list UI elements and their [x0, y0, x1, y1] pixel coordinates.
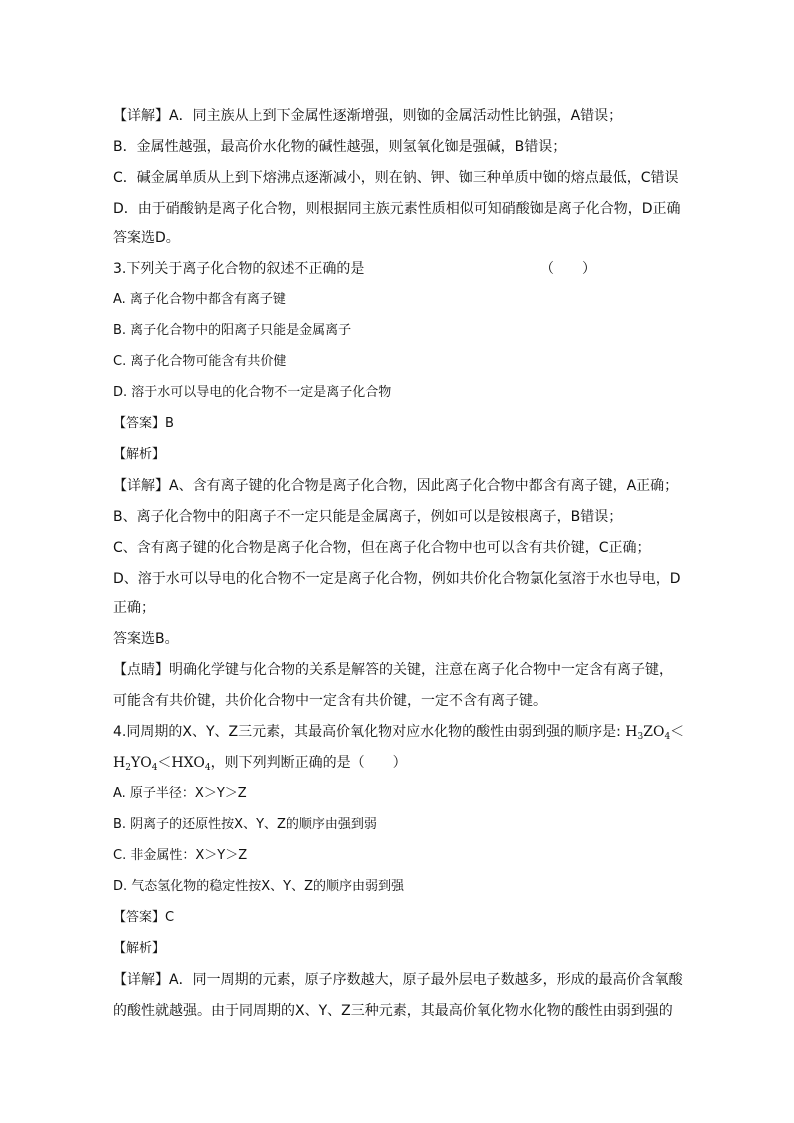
question-3-blank: （ ）	[540, 261, 596, 277]
question-4-stem-text: 4.同周期的X、Y、Z三元素，其最高价氧化物对应水化物的酸性由弱到强的顺序是:	[113, 724, 626, 740]
question-4-stem	[113, 723, 693, 741]
question-3-option-c: C. 离子化合物可能含有共价健	[113, 354, 287, 369]
answer-choice-line: 答案选D。	[113, 230, 180, 246]
question-4-option-c: C. 非金属性：X＞Y＞Z	[113, 848, 248, 863]
question-3-option-b: B. 离子化合物中的阳离子只能是金属离子	[113, 323, 352, 338]
question-4-option-a: A. 原子半径：X＞Y＞Z	[113, 786, 247, 801]
question-3-option-a: A. 离子化合物中都含有离子键	[113, 292, 286, 307]
less-than-sign: ＜	[157, 755, 172, 771]
question-4-analysis-heading: 【解析】	[113, 941, 166, 956]
question-4-answer: 【答案】C	[113, 910, 175, 925]
question-4-detail-a-cont: 的酸性就越强。由于同周期的X、Y、Z三种元素，其最高价氧化物水化物的酸性由弱到强的	[113, 1003, 673, 1019]
question-4-option-b: B. 阴离子的还原性按X、Y、Z的顺序由强到弱	[113, 817, 377, 832]
question-3-detail-d-cont: 正确；	[113, 600, 155, 616]
question-3-detail-d: D、溶于水可以导电的化合物不一定是离子化合物，例如共价化合物氯化氢溶于水也导电，D	[113, 571, 681, 587]
less-than-sign: ＜	[670, 724, 685, 740]
question-3-detail-b: B、离子化合物中的阳离子不一定只能是金属离子，例如可以是铵根离子，B错误；	[113, 509, 623, 525]
question-4-detail-a: 【详解】A．同一周期的元素，原子序数越大，原子最外层电子数越多，形成的最高价含氧酸	[113, 972, 683, 988]
question-3-key-point-cont: 可能含有共价键，共价化合物中一定含有共价键，一定不含有离子键。	[113, 693, 547, 709]
chemical-formula-hxo4: $HXO_4$	[171, 755, 211, 773]
question-3-stem: 3.下列关于离子化合物的叙述不正确的是	[113, 261, 365, 277]
chemical-formula-h2yo4: $H_2YO_4$	[113, 755, 158, 773]
question-3-analysis-heading: 【解析】	[113, 447, 166, 462]
question-3-detail-c: C、含有离子键的化合物是离子化合物，但在离子化合物中也可以含有共价键，C正确；	[113, 540, 651, 556]
question-3-option-d: D. 溶于水可以导电的化合物不一定是离子化合物	[113, 385, 392, 400]
question-3-key-point: 【点睛】明确化学键与化合物的关系是解答的关键，注意在离子化合物中一定含有离子键，	[113, 662, 673, 678]
explanation-d-line: D．由于硝酸钠是离子化合物，则根据同主族元素性质相似可知硝酸铷是离子化合物，D正确	[113, 201, 681, 217]
explanation-b-line: B．金属性越强，最高价水化物的碱性越强，则氢氧化铷是强碱，B错误；	[113, 139, 567, 155]
question-4-stem-cont	[113, 754, 693, 772]
question-4-stem-tail: ，则下列判断正确的是（ ）	[210, 755, 407, 771]
explanation-c-line: C．碱金属单质从上到下熔沸点逐渐减小，则在钠、钾、铷三种单质中铷的熔点最低，C错误	[113, 170, 679, 186]
question-3-answer-choice: 答案选B。	[113, 631, 179, 647]
question-4-option-d: D. 气态氢化物的稳定性按X、Y、Z的顺序由弱到强	[113, 879, 405, 894]
chemical-formula-h3zo4: $H_3ZO_4$	[625, 724, 671, 742]
question-3-detail-a: 【详解】A、含有离子键的化合物是离子化合物，因此离子化合物中都含有离子键，A正确；	[113, 478, 679, 494]
question-3-answer: 【答案】B	[113, 416, 174, 431]
explanation-a-line: 【详解】A．同主族从上到下金属性逐渐增强，则铷的金属活动性比钠强，A错误；	[113, 108, 623, 124]
